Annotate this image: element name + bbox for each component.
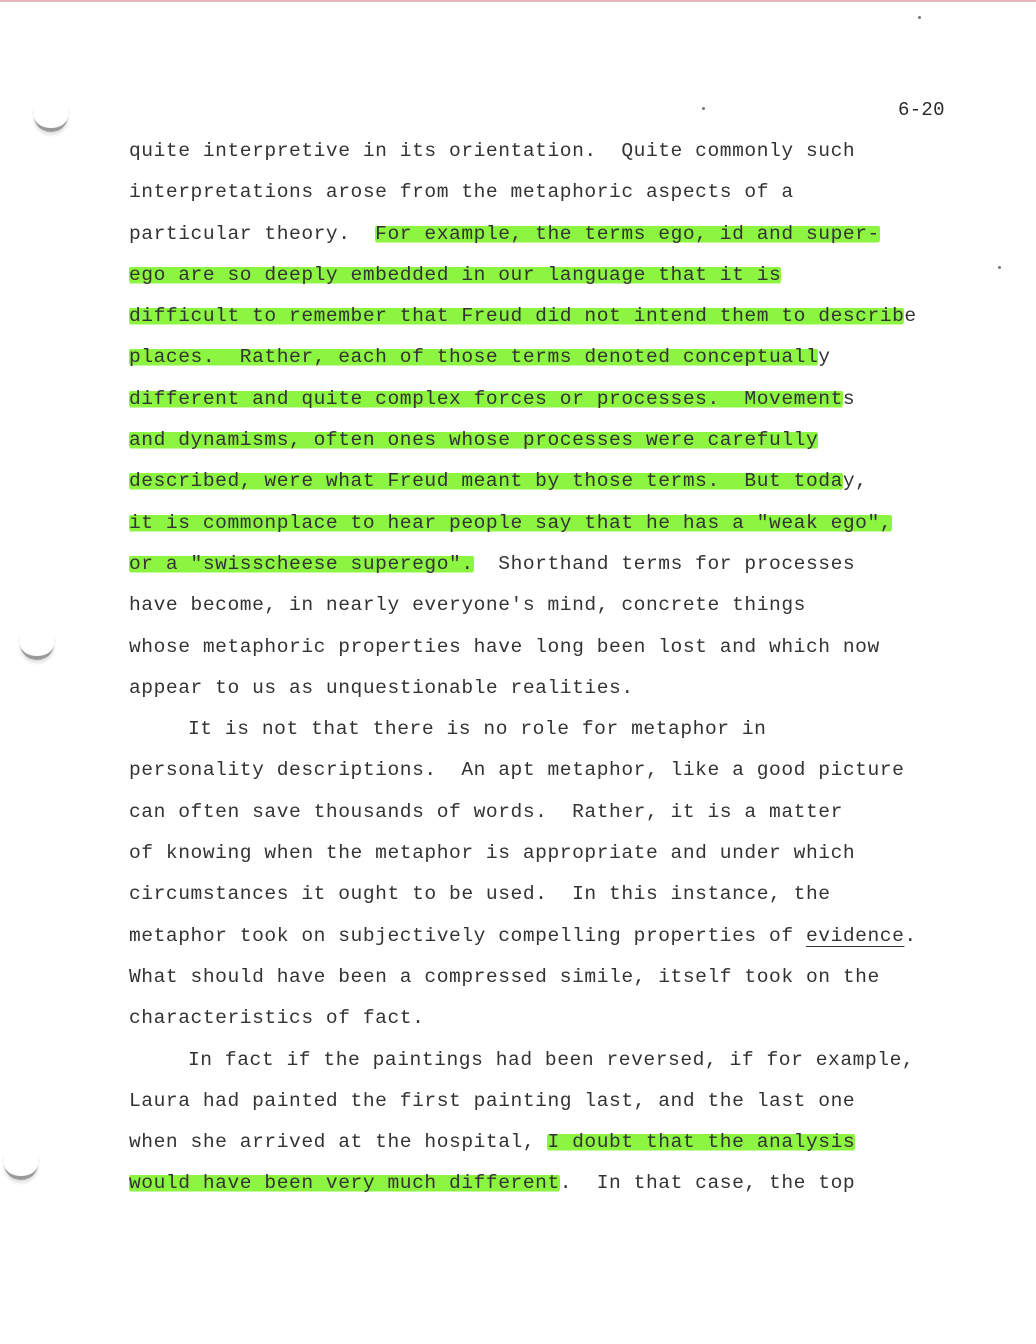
highlighted-text: different and quite complex forces or processes. Movement bbox=[129, 387, 843, 410]
speck bbox=[702, 107, 705, 110]
text-segment: Laura had painted the first painting last, and the last one bbox=[129, 1089, 856, 1112]
highlighted-text: would have been very much different bbox=[129, 1172, 560, 1195]
text-segment: s bbox=[842, 387, 856, 410]
text-segment: quite interpretive in its orientation. Quite commonly such bbox=[129, 140, 856, 162]
highlighted-text: it is commonplace to hear people say that he has a "weak ego", bbox=[129, 511, 893, 534]
underlined-text: evidence bbox=[805, 924, 905, 947]
punch-hole-icon bbox=[4, 1154, 38, 1180]
text-line bbox=[129, 425, 989, 466]
punch-hole-icon bbox=[34, 106, 68, 132]
text-segment: e bbox=[904, 305, 917, 328]
text-segment: In fact if the paintings had been reversed, if for example, bbox=[188, 1048, 915, 1071]
text-line bbox=[129, 962, 989, 1003]
text-line bbox=[129, 342, 989, 383]
text-line bbox=[129, 590, 989, 631]
highlighted-text: ego are so deeply embedded in our language that it is bbox=[129, 263, 782, 286]
highlighted-text: I doubt that the analysis bbox=[547, 1131, 856, 1154]
text-segment: It is not that there is no role for metaphor in bbox=[188, 718, 767, 741]
text-segment: have become, in nearly everyone's mind, concrete things bbox=[129, 594, 806, 617]
text-line bbox=[129, 549, 989, 590]
text-segment: y, bbox=[842, 470, 868, 493]
text-line bbox=[129, 714, 989, 755]
text-segment: circumstances it ought to be used. In this instance, the bbox=[129, 883, 831, 906]
text-segment: particular theory. bbox=[129, 222, 376, 245]
text-segment: y bbox=[818, 346, 831, 369]
page-top-edge bbox=[0, 0, 1036, 2]
page-number: 6-20 bbox=[898, 99, 945, 121]
text-line bbox=[129, 177, 989, 218]
punch-hole-icon bbox=[20, 634, 54, 660]
highlighted-text: For example, the terms ego, id and super- bbox=[375, 222, 880, 245]
text-line bbox=[129, 219, 989, 260]
text-segment: interpretations arose from the metaphoric aspects of a bbox=[129, 181, 794, 204]
text-line bbox=[129, 384, 989, 425]
text-line bbox=[129, 755, 989, 796]
highlighted-text: or a "swisscheese superego". bbox=[129, 552, 474, 575]
text-segment: metaphor took on subjectively compelling properties of bbox=[129, 924, 806, 947]
text-line bbox=[129, 301, 989, 342]
text-segment: when she arrived at the hospital, bbox=[129, 1131, 548, 1154]
text-segment: . bbox=[904, 924, 917, 947]
highlighted-text: difficult to remember that Freud did not intend them to describ bbox=[129, 305, 905, 328]
text-line bbox=[129, 136, 989, 177]
speck bbox=[998, 266, 1001, 269]
text-line bbox=[129, 921, 989, 962]
text-segment: appear to us as unquestionable realities. bbox=[129, 676, 634, 699]
text-segment: Shorthand terms for processes bbox=[473, 552, 856, 575]
text-line bbox=[129, 260, 989, 301]
text-segment: characteristics of fact. bbox=[129, 1007, 425, 1030]
highlighted-text: and dynamisms, often ones whose processes were carefully bbox=[129, 429, 819, 452]
text-segment: . In that case, the top bbox=[559, 1172, 856, 1195]
text-line bbox=[129, 1168, 989, 1209]
text-line bbox=[129, 797, 989, 838]
text-line bbox=[129, 673, 989, 714]
highlighted-text: places. Rather, each of those terms denoted conceptuall bbox=[129, 346, 819, 369]
highlighted-text: described, were what Freud meant by those terms. But toda bbox=[129, 470, 843, 493]
speck bbox=[918, 16, 921, 19]
text-segment: personality descriptions. An apt metaphor, like a good picture bbox=[129, 759, 905, 782]
text-line bbox=[129, 1003, 989, 1044]
text-line bbox=[129, 879, 989, 920]
text-line bbox=[129, 632, 989, 673]
text-segment: can often save thousands of words. Rather, it is a matter bbox=[129, 800, 843, 823]
document-body bbox=[129, 136, 989, 1210]
text-segment: of knowing when the metaphor is appropriate and under which bbox=[129, 842, 856, 865]
text-line bbox=[129, 838, 989, 879]
text-segment: whose metaphoric properties have long been lost and which now bbox=[129, 635, 880, 658]
text-line bbox=[129, 466, 989, 507]
text-line bbox=[129, 1127, 989, 1168]
text-line bbox=[129, 1045, 989, 1086]
text-line bbox=[129, 508, 989, 549]
text-segment: What should have been a compressed simile, itself took on the bbox=[129, 965, 880, 988]
text-line bbox=[129, 1086, 989, 1127]
